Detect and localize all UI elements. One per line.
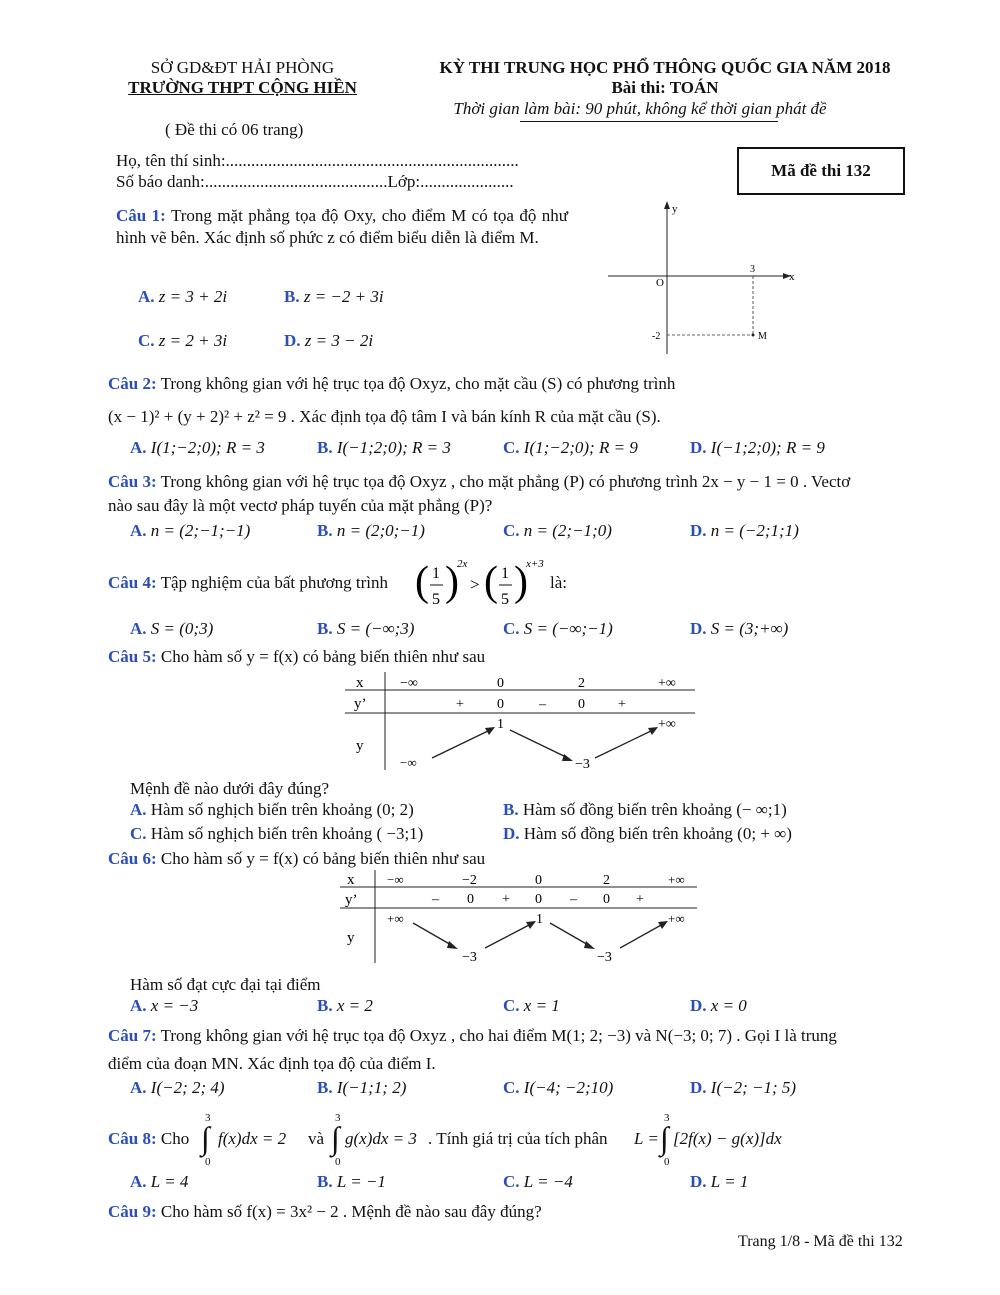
q5-sign-1: 0 bbox=[497, 697, 504, 712]
q6-y-3: −3 bbox=[597, 950, 612, 965]
q6-arrow-4 bbox=[620, 924, 663, 948]
q3-text2: nào sau đây là một vectơ pháp tuyến của mặt phẳng (P)? bbox=[108, 496, 493, 515]
q6-y-head: y bbox=[347, 930, 355, 946]
school-name-text: TRƯỜNG THPT CỘNG HIỀN bbox=[128, 78, 357, 97]
q6-option-a bbox=[130, 996, 198, 1016]
q5-sign-3: 0 bbox=[578, 697, 585, 712]
q2-b-text: I(−1;2;0); R = 3 bbox=[336, 438, 451, 457]
q5-question: Mệnh đề nào dưới đây đúng? bbox=[130, 779, 330, 798]
q8-option-b bbox=[317, 1172, 386, 1192]
q5-text: Cho hàm số y = f(x) có bảng biến thiên như sau bbox=[160, 647, 486, 666]
q7-a-text: I(−2; 2; 4) bbox=[150, 1078, 225, 1097]
q8-int3-body: [2f(x) − g(x)]dx bbox=[673, 1129, 782, 1148]
paren-close-2: ) bbox=[514, 559, 528, 605]
question-3-line1 bbox=[108, 472, 850, 492]
q2-text2: (x − 1)² + (y + 2)² + z² = 9 . Xác định tọa độ tâm I và bán kính R của mặt cầu (S). bbox=[108, 407, 661, 426]
q8-va: và bbox=[308, 1129, 325, 1148]
q1-c-text: z = 2 + 3i bbox=[158, 331, 228, 350]
pages-note: ( Đề thi có 06 trang) bbox=[165, 120, 304, 139]
letter-d: D. bbox=[690, 1078, 707, 1097]
q7-option-d bbox=[690, 1078, 796, 1098]
q5-arrow-3 bbox=[595, 730, 653, 758]
q3-option-d bbox=[690, 521, 799, 541]
candidate-id-line: Số báo danh:...........................................Lớp:...................... bbox=[116, 172, 514, 191]
q8-mid: . Tính giá trị của tích phân bbox=[428, 1129, 608, 1148]
point-m bbox=[752, 334, 755, 337]
q6-sign-6: + bbox=[636, 892, 644, 907]
q5-option-c bbox=[130, 824, 423, 844]
q6-arrow-1 bbox=[413, 923, 453, 946]
tick-3-label: 3 bbox=[750, 264, 755, 275]
q6-yp-head: y’ bbox=[345, 892, 358, 908]
letter-b: B. bbox=[317, 996, 333, 1015]
q3-a-text: n = (2;−1;−1) bbox=[150, 521, 251, 540]
q5-x-3: +∞ bbox=[658, 676, 676, 691]
letter-b: B. bbox=[317, 438, 333, 457]
q8-cho: Cho bbox=[160, 1129, 190, 1148]
q5-y-2: −3 bbox=[575, 757, 590, 772]
q6-sign-5: 0 bbox=[603, 892, 610, 907]
q5-label: Câu 5: bbox=[108, 647, 157, 666]
frac2-num: 1 bbox=[501, 565, 509, 582]
q4-text: Tập nghiệm của bất phương trình bbox=[160, 573, 388, 592]
letter-d: D. bbox=[503, 824, 520, 843]
q2-option-b bbox=[317, 438, 451, 458]
exam-title: KỲ THI TRUNG HỌC PHỔ THÔNG QUỐC GIA NĂM 2018 bbox=[439, 58, 891, 77]
question-5 bbox=[108, 647, 485, 667]
dept-name: SỞ GD&ĐT HẢI PHÒNG bbox=[150, 58, 335, 77]
q5-x-2: 2 bbox=[578, 676, 585, 691]
gt-sign: > bbox=[470, 575, 480, 594]
q8-option-c bbox=[503, 1172, 573, 1192]
q1-text: Trong mặt phẳng tọa độ Oxy, cho điểm M có tọa độ như hình vẽ bên. Xác định số phức z có điểm biểu diễn là điểm M. bbox=[116, 206, 568, 247]
letter-a: A. bbox=[130, 619, 147, 638]
letter-a: A. bbox=[138, 287, 155, 306]
y-axis-arrow bbox=[664, 201, 670, 209]
q4-option-d bbox=[690, 619, 788, 639]
paren-open-1: ( bbox=[415, 559, 429, 605]
letter-a: A. bbox=[130, 1078, 147, 1097]
q6-sign-3: 0 bbox=[535, 892, 542, 907]
q8-int1-lower: 0 bbox=[205, 1156, 211, 1168]
q8-label: Câu 8: bbox=[108, 1129, 157, 1148]
q5-c-text: Hàm số nghịch biến trên khoảng ( −3;1) bbox=[150, 824, 424, 843]
q1-d-text: z = 3 − 2i bbox=[304, 331, 374, 350]
paren-close-1: ) bbox=[445, 559, 459, 605]
q5-x-1: 0 bbox=[497, 676, 504, 691]
q6-option-d bbox=[690, 996, 747, 1016]
q4-option-a bbox=[130, 619, 213, 639]
q2-text1: Trong không gian với hệ trục tọa độ Oxyz, cho mặt cầu (S) có phương trình bbox=[160, 374, 676, 393]
q5-x-head: x bbox=[356, 675, 364, 691]
q6-arrow-2 bbox=[485, 924, 531, 948]
q1-option-b bbox=[284, 287, 384, 307]
q6-y-4: +∞ bbox=[668, 911, 685, 926]
q4-a-text: S = (0;3) bbox=[150, 619, 214, 638]
letter-a: A. bbox=[130, 1172, 147, 1191]
q2-d-text: I(−1;2;0); R = 9 bbox=[710, 438, 825, 457]
q5-d-text: Hàm số đồng biến trên khoảng (0; + ∞) bbox=[523, 824, 792, 843]
q3-text1: Trong không gian với hệ trục tọa độ Oxyz , cho mặt phẳng (P) có phương trình 2x − y − 1 = 0 . Vectơ bbox=[160, 472, 851, 491]
letter-d: D. bbox=[690, 438, 707, 457]
q5-sign-4: + bbox=[618, 697, 626, 712]
letter-b: B. bbox=[503, 800, 519, 819]
q3-b-text: n = (2;0;−1) bbox=[336, 521, 425, 540]
q8-int2-lower: 0 bbox=[335, 1156, 341, 1168]
letter-d: D. bbox=[690, 619, 707, 638]
letter-b: B. bbox=[317, 619, 333, 638]
candidate-name-line: Họ, tên thí sinh:..................................................................... bbox=[116, 151, 519, 170]
letter-b: B. bbox=[317, 1172, 333, 1191]
question-6 bbox=[108, 849, 485, 869]
q8-option-d bbox=[690, 1172, 748, 1192]
q7-option-b bbox=[317, 1078, 406, 1098]
q1-a-text: z = 3 + 2i bbox=[158, 287, 228, 306]
q7-d-text: I(−2; −1; 5) bbox=[710, 1078, 797, 1097]
q6-option-c bbox=[503, 996, 560, 1016]
letter-d: D. bbox=[690, 1172, 707, 1191]
question-4 bbox=[108, 573, 388, 593]
q3-option-b bbox=[317, 521, 425, 541]
q6-b-text: x = 2 bbox=[336, 996, 373, 1015]
q5-y-head: y bbox=[356, 738, 364, 754]
q6-label: Câu 6: bbox=[108, 849, 157, 868]
letter-c: C. bbox=[503, 438, 520, 457]
q5-a-text: Hàm số nghịch biến trên khoảng (0; 2) bbox=[150, 800, 414, 819]
q1-coordinate-graph bbox=[600, 198, 810, 358]
q6-sign-0: – bbox=[432, 892, 439, 907]
q6-sign-1: 0 bbox=[467, 892, 474, 907]
letter-c: C. bbox=[130, 824, 147, 843]
q6-y-0: +∞ bbox=[387, 911, 404, 926]
q5-arrowhead-2 bbox=[562, 754, 573, 761]
m-label: M bbox=[758, 331, 767, 342]
q5-sign-2: – bbox=[539, 697, 546, 712]
q8-c-text: L = −4 bbox=[523, 1172, 573, 1191]
q5-y-1: 1 bbox=[497, 717, 504, 732]
q6-sign-2: + bbox=[502, 892, 510, 907]
q5-b-text: Hàm số đồng biến trên khoảng (− ∞;1) bbox=[522, 800, 787, 819]
q7-label: Câu 7: bbox=[108, 1026, 157, 1045]
q7-b-text: I(−1;1; 2) bbox=[336, 1078, 407, 1097]
q6-d-text: x = 0 bbox=[710, 996, 747, 1015]
q6-y-1: −3 bbox=[462, 950, 477, 965]
q6-arrow-3 bbox=[550, 923, 590, 946]
exam-subject: Bài thi: TOÁN bbox=[611, 78, 719, 97]
q6-x-4: +∞ bbox=[668, 872, 685, 887]
paren-open-2: ( bbox=[484, 559, 498, 605]
q6-arrowhead-2 bbox=[526, 921, 536, 929]
frac1-num: 1 bbox=[432, 565, 440, 582]
q5-x-0: −∞ bbox=[400, 676, 418, 691]
letter-c: C. bbox=[503, 521, 520, 540]
q4-option-c bbox=[503, 619, 613, 639]
letter-d: D. bbox=[690, 521, 707, 540]
q8-int2-sign: ∫ bbox=[331, 1120, 340, 1156]
q3-d-text: n = (−2;1;1) bbox=[710, 521, 799, 540]
question-9 bbox=[108, 1202, 542, 1222]
question-2-line1 bbox=[108, 374, 914, 394]
q3-label: Câu 3: bbox=[108, 472, 157, 491]
q5-arrow-1 bbox=[432, 730, 490, 758]
q6-variation-table bbox=[335, 868, 705, 968]
tick-neg2-label: -2 bbox=[652, 331, 661, 342]
q7-text1: Trong không gian với hệ trục tọa độ Oxyz , cho hai điểm M(1; 2; −3) và N(−3; 0; 7) . Gọi I là trung bbox=[160, 1026, 837, 1045]
q2-c-text: I(1;−2;0); R = 9 bbox=[523, 438, 638, 457]
q7-option-c bbox=[503, 1078, 613, 1098]
q8-int1-sign: ∫ bbox=[201, 1120, 210, 1156]
q6-sign-4: – bbox=[570, 892, 577, 907]
letter-b: B. bbox=[284, 287, 300, 306]
q3-c-text: n = (2;−1;0) bbox=[523, 521, 612, 540]
q4-label: Câu 4: bbox=[108, 573, 157, 592]
q5-option-b bbox=[503, 800, 787, 820]
q2-option-d bbox=[690, 438, 825, 458]
q4-b-text: S = (−∞;3) bbox=[336, 619, 415, 638]
letter-c: C. bbox=[503, 1172, 520, 1191]
q4-c-text: S = (−∞;−1) bbox=[523, 619, 613, 638]
q8-b-text: L = −1 bbox=[336, 1172, 386, 1191]
q5-arrow-2 bbox=[510, 730, 568, 758]
q6-x-0: −∞ bbox=[387, 872, 404, 887]
q2-a-text: I(1;−2;0); R = 3 bbox=[150, 438, 265, 457]
letter-a: A. bbox=[130, 996, 147, 1015]
q5-yp-head: y’ bbox=[354, 696, 367, 712]
frac2-den: 5 bbox=[501, 591, 509, 608]
q6-y-2: 1 bbox=[536, 912, 543, 927]
q7-c-text: I(−4; −2;10) bbox=[523, 1078, 614, 1097]
page-footer: Trang 1/8 - Mã đề thi 132 bbox=[738, 1233, 903, 1250]
y-label: y bbox=[672, 203, 678, 215]
q8-int3-lower: 0 bbox=[664, 1156, 670, 1168]
q5-variation-table bbox=[340, 670, 700, 775]
q7-text2: điểm của đoạn MN. Xác định tọa độ của điểm I. bbox=[108, 1054, 436, 1073]
q4-tail: là: bbox=[550, 573, 567, 592]
letter-c: C. bbox=[138, 331, 155, 350]
q6-arrowhead-3 bbox=[584, 941, 595, 949]
q1-option-d bbox=[284, 331, 373, 351]
exam-time: Thời gian làm bài: 90 phút, không kể thời gian phát đề bbox=[453, 99, 827, 118]
q5-sign-0: + bbox=[456, 697, 464, 712]
q8-L: L = bbox=[634, 1129, 659, 1148]
q6-x-3: 2 bbox=[603, 873, 610, 888]
q6-c-text: x = 1 bbox=[523, 996, 560, 1015]
q8-int2-upper: 3 bbox=[335, 1112, 341, 1124]
x-label: x bbox=[789, 271, 795, 283]
q6-x-1: −2 bbox=[462, 873, 477, 888]
frac1-den: 5 bbox=[432, 591, 440, 608]
q9-text: Cho hàm số f(x) = 3x² − 2 . Mệnh đề nào sau đây đúng? bbox=[160, 1202, 542, 1221]
q6-x-2: 0 bbox=[535, 873, 542, 888]
letter-b: B. bbox=[317, 1078, 333, 1097]
letter-d: D. bbox=[690, 996, 707, 1015]
letter-c: C. bbox=[503, 619, 520, 638]
letter-c: C. bbox=[503, 996, 520, 1015]
q5-y-0: −∞ bbox=[400, 755, 417, 770]
q7-option-a bbox=[130, 1078, 225, 1098]
q4-option-b bbox=[317, 619, 414, 639]
q8-int1-body: f(x)dx = 2 bbox=[218, 1129, 287, 1148]
question-8 bbox=[108, 1129, 189, 1149]
letter-c: C. bbox=[503, 1078, 520, 1097]
letter-a: A. bbox=[130, 438, 147, 457]
q2-option-a bbox=[130, 438, 265, 458]
letter-a: A. bbox=[130, 521, 147, 540]
q6-x-head: x bbox=[347, 872, 355, 888]
q8-option-a bbox=[130, 1172, 188, 1192]
q1-option-a bbox=[138, 287, 227, 307]
q8-d-text: L = 1 bbox=[710, 1172, 749, 1191]
q2-label: Câu 2: bbox=[108, 374, 157, 393]
q9-label: Câu 9: bbox=[108, 1202, 157, 1221]
q6-text: Cho hàm số y = f(x) có bảng biến thiên như sau bbox=[160, 849, 486, 868]
q6-arrowhead-1 bbox=[447, 941, 458, 949]
letter-d: D. bbox=[284, 331, 301, 350]
q1-b-text: z = −2 + 3i bbox=[303, 287, 384, 306]
q5-option-d bbox=[503, 824, 792, 844]
exam-code-box: Mã đề thi 132 bbox=[737, 147, 905, 195]
exp-1: 2x bbox=[457, 558, 468, 570]
question-1 bbox=[116, 205, 568, 249]
header-rule bbox=[520, 121, 778, 122]
letter-a: A. bbox=[130, 800, 147, 819]
q1-label: Câu 1: bbox=[116, 206, 166, 225]
q3-option-a bbox=[130, 521, 250, 541]
q1-option-c bbox=[138, 331, 227, 351]
q4-d-text: S = (3;+∞) bbox=[710, 619, 789, 638]
q5-option-a bbox=[130, 800, 414, 820]
q6-option-b bbox=[317, 996, 373, 1016]
q6-arrowhead-4 bbox=[658, 921, 668, 929]
q8-int3-upper: 3 bbox=[664, 1112, 670, 1124]
origin-label: O bbox=[656, 277, 664, 289]
q5-y-3: +∞ bbox=[658, 717, 676, 732]
q8-int1-upper: 3 bbox=[205, 1112, 211, 1124]
question-7-line1 bbox=[108, 1026, 837, 1046]
q3-option-c bbox=[503, 521, 612, 541]
q2-option-c bbox=[503, 438, 638, 458]
school-name bbox=[110, 78, 375, 98]
exp-2: x+3 bbox=[526, 558, 544, 570]
letter-b: B. bbox=[317, 521, 333, 540]
q6-a-text: x = −3 bbox=[150, 996, 199, 1015]
q8-a-text: L = 4 bbox=[150, 1172, 189, 1191]
q8-int2-body: g(x)dx = 3 bbox=[345, 1129, 417, 1148]
q8-int3-sign: ∫ bbox=[660, 1120, 669, 1156]
q6-question: Hàm số đạt cực đại tại điểm bbox=[130, 975, 321, 994]
